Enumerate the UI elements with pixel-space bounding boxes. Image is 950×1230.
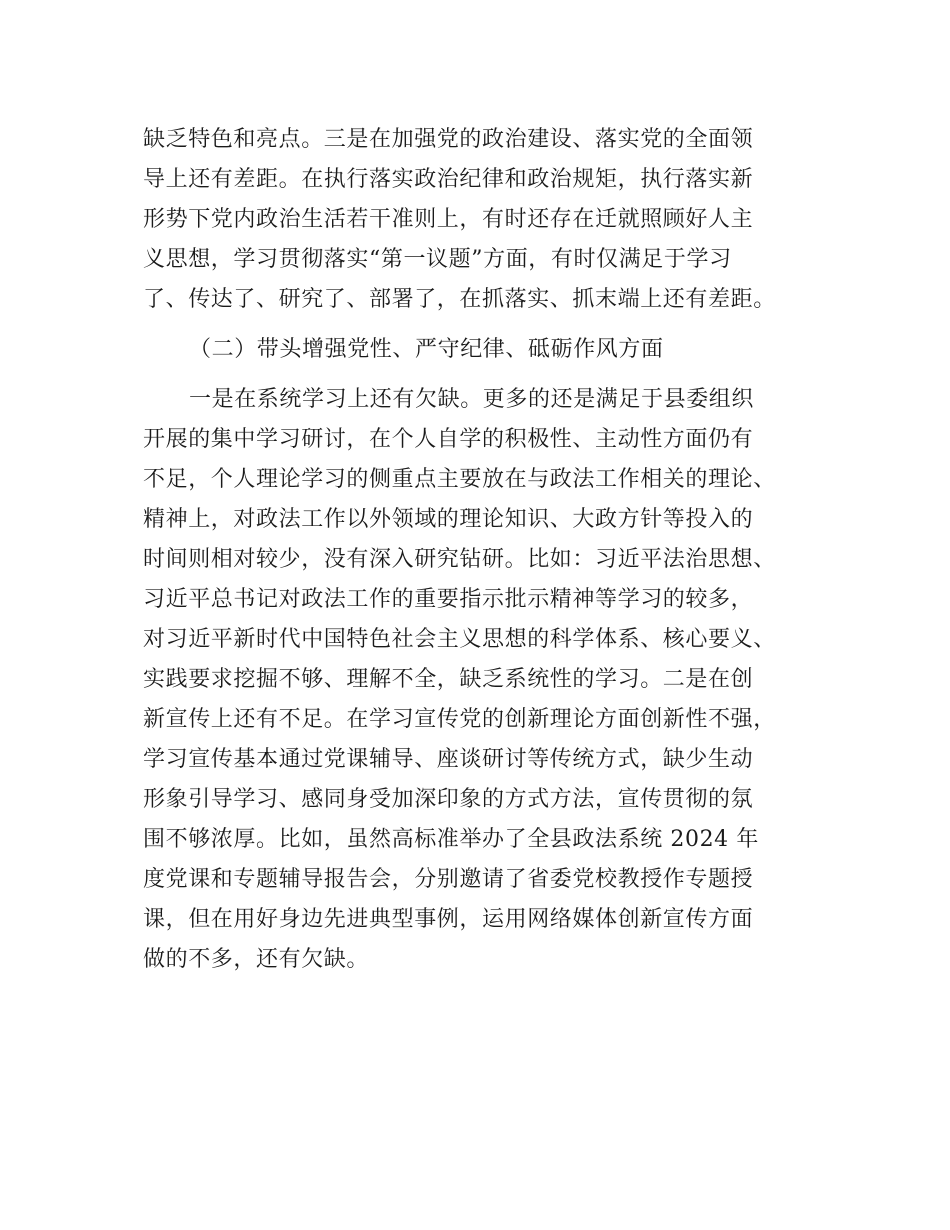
paragraph-first-line: 一是在系统学习上还有欠缺。更多的还是满足于县委组织	[189, 387, 755, 412]
text-line: 形势下党内政治生活若干准则上，有时还存在迁就照顾好人主	[143, 207, 754, 232]
text-line: 学习宣传基本通过党课辅导、座谈研讨等传统方式，缺少生动	[143, 747, 754, 772]
text-line: 新宣传上还有不足。在学习宣传党的创新理论方面创新性不强，	[143, 707, 776, 732]
text-line: 不足，个人理论学习的侧重点主要放在与政法工作相关的理论、	[143, 467, 776, 492]
text-line: 形象引导学习、感同身受加深印象的方式方法，宣传贯彻的氛	[143, 787, 754, 812]
text-line: 时间则相对较少，没有深入研究钻研。比如：习近平法治思想、	[143, 547, 776, 572]
text-line: 习近平总书记对政法工作的重要指示批示精神等学习的较多，	[143, 587, 754, 612]
text-line: 对习近平新时代中国特色社会主义思想的科学体系、核心要义、	[143, 627, 776, 652]
section-heading: （二）带头增强党性、严守纪律、砥砺作风方面	[189, 337, 664, 362]
text-line: 实践要求挖掘不够、理解不全，缺乏系统性的学习。二是在创	[143, 667, 754, 692]
text-line: 缺乏特色和亮点。三是在加强党的政治建设、落实党的全面领	[143, 127, 754, 152]
text-line: 课，但在用好身边先进典型事例，运用网络媒体创新宣传方面	[143, 907, 754, 932]
text-line: 开展的集中学习研讨，在个人自学的积极性、主动性方面仍有	[143, 427, 754, 452]
text-line: 精神上，对政法工作以外领域的理论知识、大政方针等投入的	[143, 507, 754, 532]
text-line: 了、传达了、研究了、部署了，在抓落实、抓末端上还有差距。	[143, 287, 776, 312]
text-line: 义思想，学习贯彻落实“第一议题”方面，有时仅满足于学习	[143, 247, 732, 272]
text-line: 导上还有差距。在执行落实政治纪律和政治规矩，执行落实新	[143, 167, 754, 192]
text-line: 做的不多，还有欠缺。	[143, 947, 370, 972]
text-line: 围不够浓厚。比如，虽然高标准举办了全县政法系统 2024 年	[143, 827, 759, 852]
text-line: 度党课和专题辅导报告会，分别邀请了省委党校教授作专题授	[143, 867, 754, 892]
